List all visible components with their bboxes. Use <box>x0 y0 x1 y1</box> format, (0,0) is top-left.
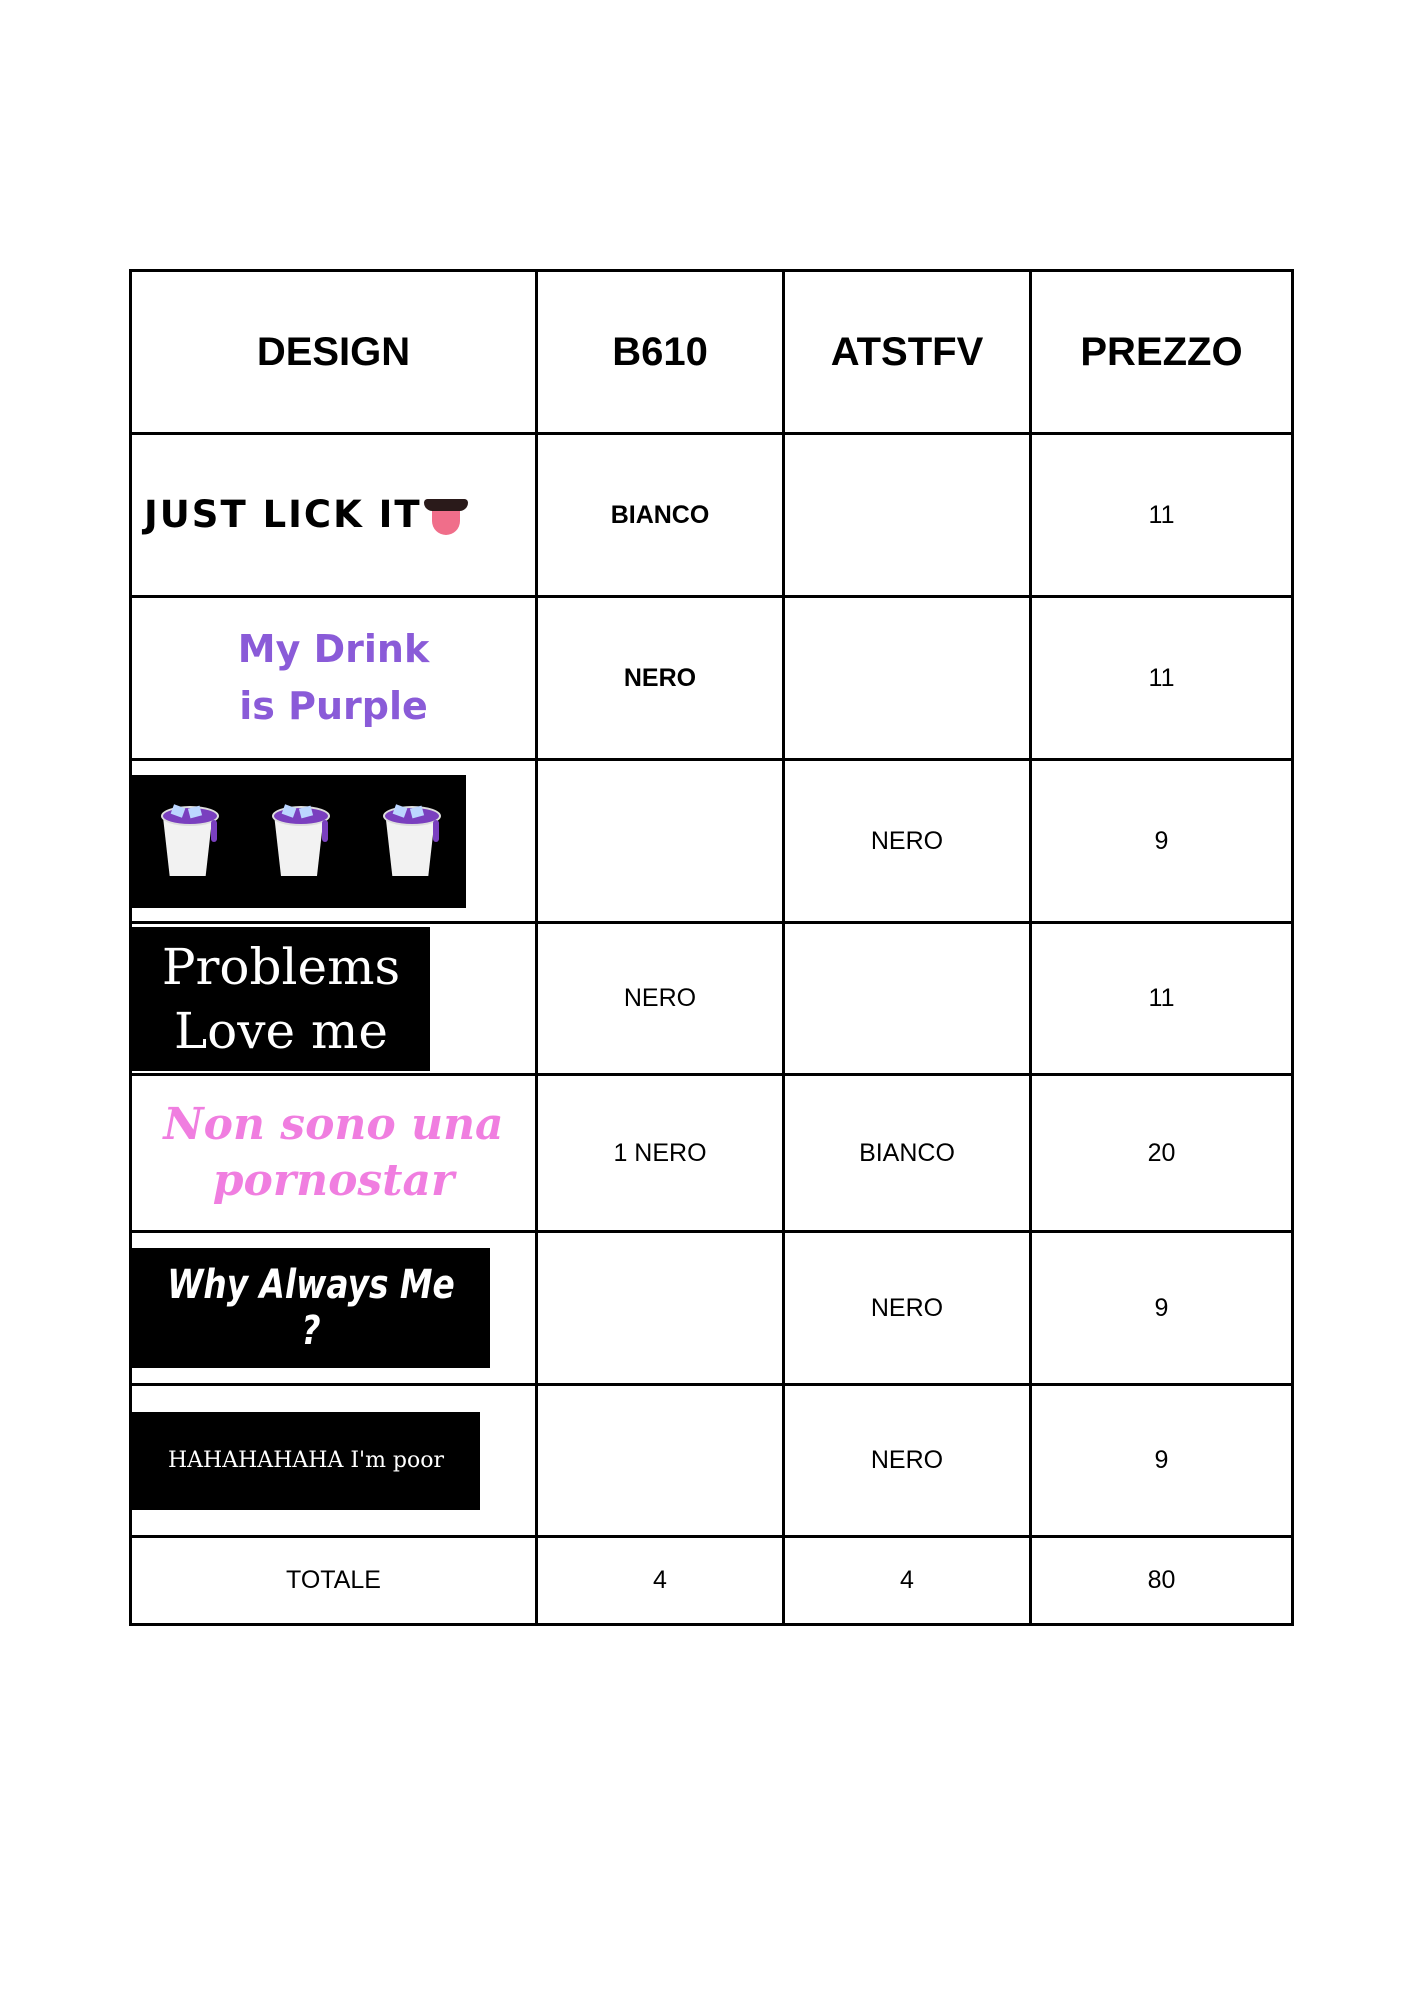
design-line: Problems <box>161 937 401 996</box>
design-problems-love-me <box>132 927 430 1071</box>
b610-cell: 1 NERO <box>537 1075 784 1232</box>
table-row <box>131 760 1293 923</box>
atstfv-cell: BIANCO <box>784 1075 1031 1232</box>
tongue-emoji-icon <box>424 497 468 537</box>
header-b610: B610 <box>537 271 784 434</box>
b610-cell: BIANCO <box>537 434 784 597</box>
prezzo-cell: 9 <box>1031 1385 1293 1537</box>
prezzo-cell: 11 <box>1031 923 1293 1075</box>
totals-prezzo: 80 <box>1031 1537 1293 1625</box>
totals-label: TOTALE <box>131 1537 537 1625</box>
table-row <box>131 1232 1293 1385</box>
table-row <box>131 1075 1293 1232</box>
purple-drink-cup-icon <box>377 802 443 880</box>
header-prezzo: PREZZO <box>1031 271 1293 434</box>
table-row <box>131 1385 1293 1537</box>
purple-drink-cup-icon <box>266 802 332 880</box>
atstfv-cell: NERO <box>784 1385 1031 1537</box>
design-cell <box>131 434 537 597</box>
totals-row <box>131 1537 1293 1625</box>
design-non-sono-una-pornostar <box>132 1097 535 1209</box>
atstfv-cell: NERO <box>784 1232 1031 1385</box>
design-hahahahaha-im-poor <box>132 1412 480 1510</box>
header-design: DESIGN <box>131 271 537 434</box>
design-purple-cups <box>132 775 466 908</box>
design-text: JUST LICK IT <box>144 493 422 537</box>
atstfv-cell <box>784 434 1031 597</box>
design-line: Non sono una <box>163 1099 504 1150</box>
prezzo-cell: 11 <box>1031 597 1293 760</box>
b610-cell <box>537 760 784 923</box>
prezzo-cell: 9 <box>1031 1232 1293 1385</box>
design-price-table <box>129 269 1294 1626</box>
b610-cell: NERO <box>537 597 784 760</box>
purple-drink-cup-icon <box>155 802 221 880</box>
design-line: My Drink <box>237 627 430 671</box>
b610-cell: NERO <box>537 923 784 1075</box>
atstfv-cell <box>784 923 1031 1075</box>
design-cell <box>131 597 537 760</box>
design-cell <box>131 1232 537 1385</box>
design-cell <box>131 760 537 923</box>
design-text: Why Always Me ? <box>167 1262 455 1354</box>
totals-b610: 4 <box>537 1537 784 1625</box>
prezzo-cell: 20 <box>1031 1075 1293 1232</box>
design-just-lick-it <box>132 493 535 537</box>
header-row <box>131 271 1293 434</box>
design-cell <box>131 1075 537 1232</box>
b610-cell <box>537 1385 784 1537</box>
design-cell <box>131 923 537 1075</box>
prezzo-cell: 11 <box>1031 434 1293 597</box>
design-cell <box>131 1385 537 1537</box>
design-text: HAHAHAHAHA I'm poor <box>167 1448 445 1473</box>
design-line: pornostar <box>212 1155 455 1206</box>
table-row <box>131 597 1293 760</box>
design-my-drink-is-purple <box>132 621 535 735</box>
atstfv-cell: NERO <box>784 760 1031 923</box>
design-line: Love me <box>173 1001 389 1060</box>
table-row <box>131 923 1293 1075</box>
totals-atstfv: 4 <box>784 1537 1031 1625</box>
header-atstfv: ATSTFV <box>784 271 1031 434</box>
atstfv-cell <box>784 597 1031 760</box>
table-row <box>131 434 1293 597</box>
prezzo-cell: 9 <box>1031 760 1293 923</box>
design-line: is Purple <box>239 684 428 728</box>
b610-cell <box>537 1232 784 1385</box>
design-why-always-me <box>132 1248 490 1368</box>
